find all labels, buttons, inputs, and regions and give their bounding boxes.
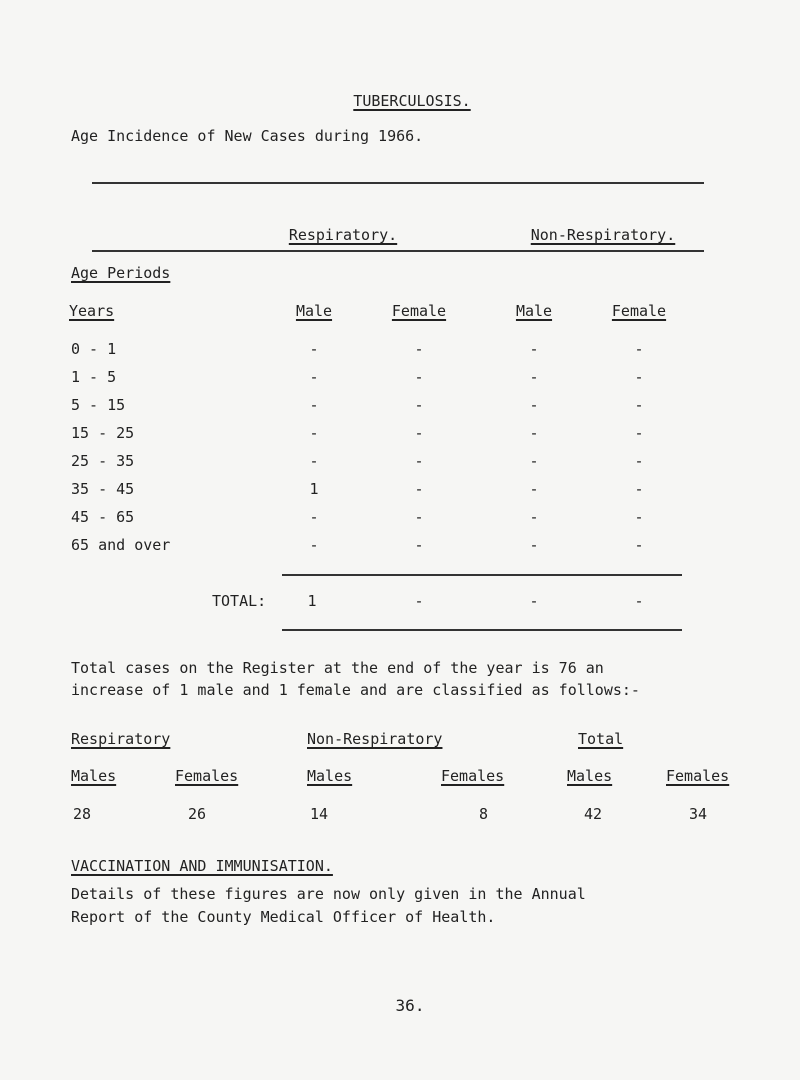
- total-resp-male: 1: [307, 592, 317, 610]
- table-cell: -: [414, 368, 424, 386]
- age-period-cell: 45 - 65: [71, 508, 135, 526]
- table-cell: -: [414, 536, 424, 554]
- col-header-nonresp-female: Female: [611, 302, 667, 320]
- table-cell: -: [309, 452, 319, 470]
- details-text-line2: Report of the County Medical Officer of Health.: [71, 908, 496, 926]
- t2-col-nonresp-females: Females: [441, 767, 505, 785]
- col-header-nonresp-male: Male: [515, 302, 553, 320]
- t2-col-resp-females: Females: [175, 767, 239, 785]
- t2-group-total: Total: [578, 730, 624, 748]
- table-cell: -: [529, 340, 539, 358]
- total-resp-female: -: [414, 592, 424, 610]
- t2-col-resp-males: Males: [71, 767, 117, 785]
- table-cell: -: [309, 536, 319, 554]
- table-cell: -: [529, 424, 539, 442]
- table-cell: -: [634, 536, 644, 554]
- total-top-rule: [282, 574, 682, 576]
- table-cell: -: [414, 396, 424, 414]
- register-text-line1: Total cases on the Register at the end of the year is 76 an: [71, 659, 604, 677]
- total-label: TOTAL:: [212, 592, 267, 610]
- age-periods-label: Age Periods: [71, 264, 171, 282]
- years-label: Years: [69, 302, 115, 320]
- table-cell: -: [309, 368, 319, 386]
- table-cell: -: [414, 340, 424, 358]
- table-cell: -: [634, 508, 644, 526]
- table-cell: -: [309, 424, 319, 442]
- table-cell: -: [634, 396, 644, 414]
- table-cell: -: [414, 508, 424, 526]
- t2-group-respiratory: Respiratory: [71, 730, 171, 748]
- group-header-respiratory: Respiratory.: [288, 226, 398, 244]
- age-period-cell: 0 - 1: [71, 340, 117, 358]
- table-cell: -: [529, 480, 539, 498]
- age-period-cell: 35 - 45: [71, 480, 135, 498]
- table-cell: 1: [309, 480, 319, 498]
- age-period-cell: 5 - 15: [71, 396, 126, 414]
- group-header-non-respiratory: Non-Respiratory.: [530, 226, 676, 244]
- col-header-resp-female: Female: [391, 302, 447, 320]
- col-header-resp-male: Male: [295, 302, 333, 320]
- age-period-cell: 25 - 35: [71, 452, 135, 470]
- table-cell: -: [634, 480, 644, 498]
- t2-val-nonresp-males: 14: [310, 805, 329, 823]
- table-cell: -: [309, 340, 319, 358]
- table-cell: -: [634, 368, 644, 386]
- t2-val-total-males: 42: [584, 805, 603, 823]
- table-cell: -: [529, 368, 539, 386]
- table-cell: -: [414, 424, 424, 442]
- t2-col-total-males: Males: [567, 767, 613, 785]
- table-cell: -: [634, 424, 644, 442]
- details-text-line1: Details of these figures are now only given in the Annual: [71, 885, 586, 903]
- t2-val-total-females: 34: [689, 805, 708, 823]
- table-cell: -: [634, 340, 644, 358]
- table-cell: -: [414, 452, 424, 470]
- page-title: TUBERCULOSIS.: [353, 92, 471, 110]
- table-cell: -: [529, 452, 539, 470]
- table-cell: -: [529, 536, 539, 554]
- page-subtitle: Age Incidence of New Cases during 1966.: [71, 127, 424, 145]
- section-heading-vaccination: VACCINATION AND IMMUNISATION.: [71, 857, 333, 875]
- register-text-line2: increase of 1 male and 1 female and are classified as follows:-: [71, 681, 640, 699]
- table-cell: -: [309, 396, 319, 414]
- total-nonresp-female: -: [634, 592, 644, 610]
- t2-group-non-respiratory: Non-Respiratory: [307, 730, 443, 748]
- age-period-cell: 1 - 5: [71, 368, 117, 386]
- t2-val-resp-males: 28: [73, 805, 92, 823]
- age-period-cell: 15 - 25: [71, 424, 135, 442]
- table-cell: -: [634, 452, 644, 470]
- table-top-rule: [92, 182, 704, 184]
- t2-col-total-females: Females: [666, 767, 730, 785]
- total-bottom-rule: [282, 629, 682, 631]
- page-number: 36.: [395, 996, 425, 1015]
- table-cell: -: [529, 508, 539, 526]
- table-cell: -: [529, 396, 539, 414]
- table-cell: -: [309, 508, 319, 526]
- t2-col-nonresp-males: Males: [307, 767, 353, 785]
- t2-val-resp-females: 26: [188, 805, 207, 823]
- header-rule: [92, 250, 704, 252]
- total-nonresp-male: -: [529, 592, 539, 610]
- age-period-cell: 65 and over: [71, 536, 171, 554]
- t2-val-nonresp-females: 8: [479, 805, 489, 823]
- table-cell: -: [414, 480, 424, 498]
